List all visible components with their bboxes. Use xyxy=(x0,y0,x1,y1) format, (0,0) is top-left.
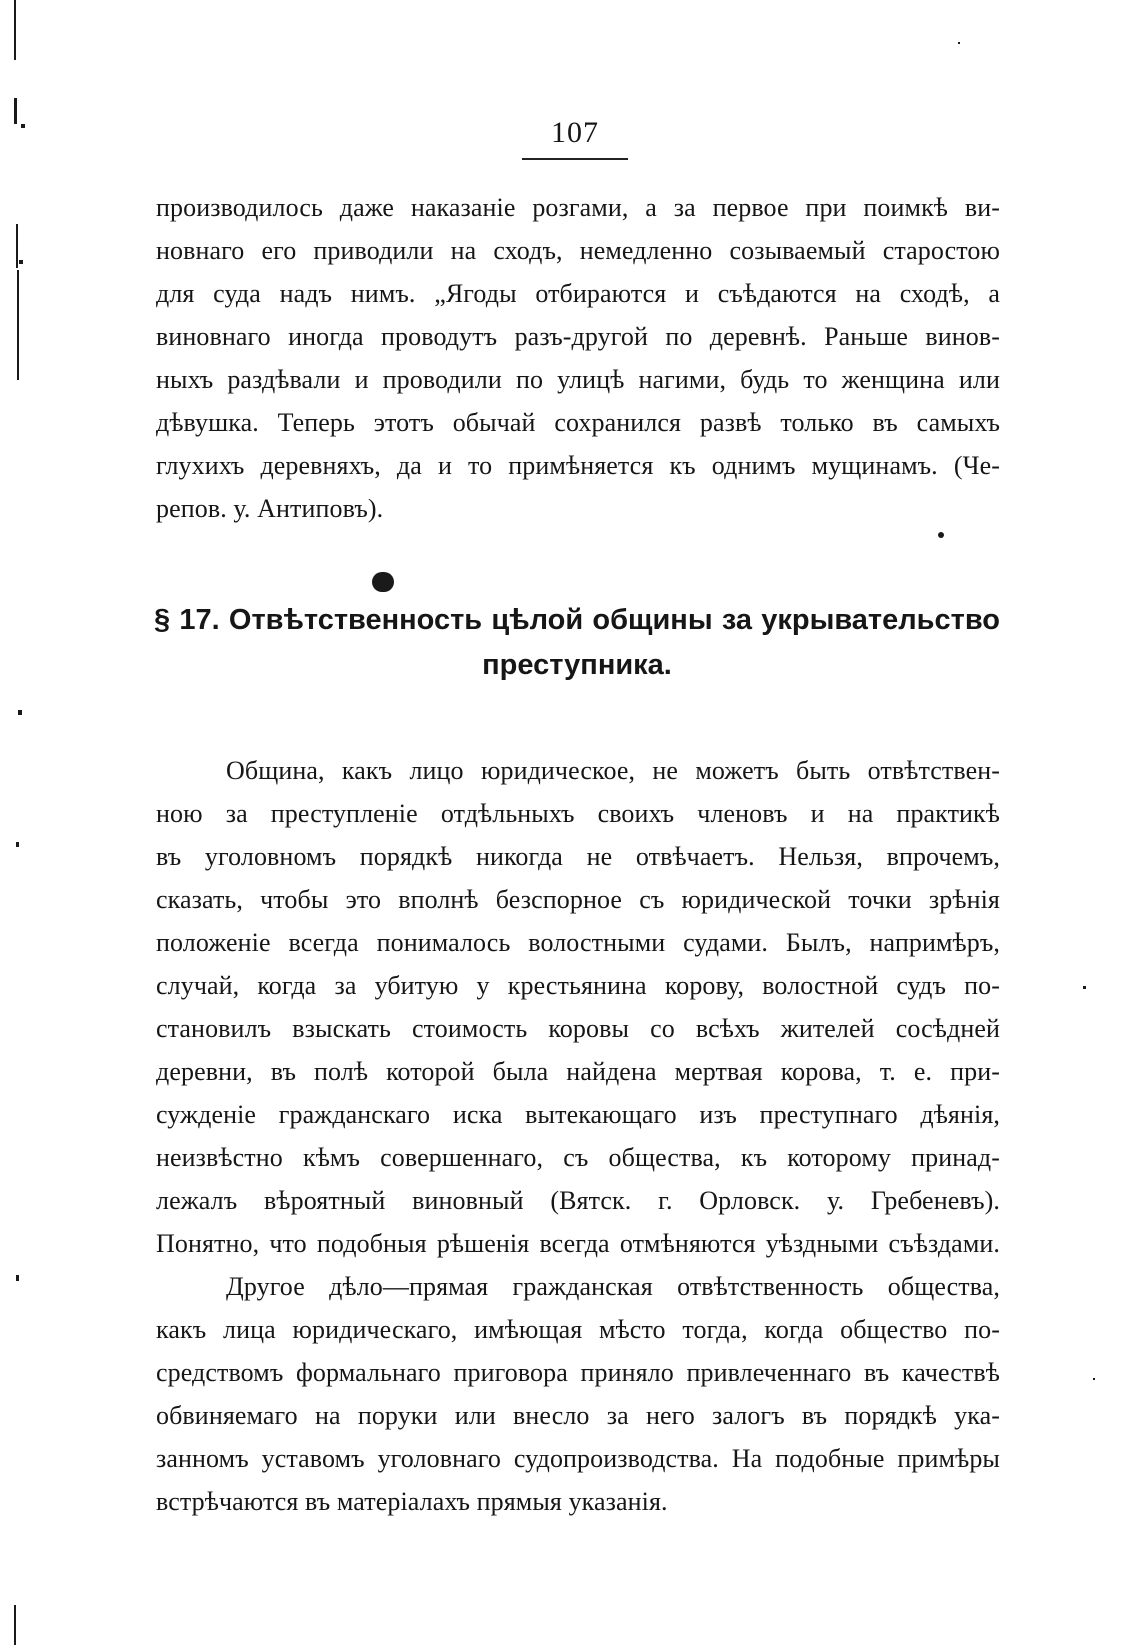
text-line: положеніе всегда понималось волостными судами. Былъ, напримѣръ, xyxy=(156,928,1000,957)
text-line: для суда надъ нимъ. „Ягоды отбираются и съѣдаются на сходѣ, а xyxy=(156,279,1000,308)
scan-margin-line-top xyxy=(14,0,16,60)
page-number: 107 xyxy=(551,116,599,149)
text-line: ною за преступленіе отдѣльныхъ своихъ членовъ и на практикѣ xyxy=(156,799,1000,828)
text-line: встрѣчаются въ матеріалахъ прямыя указанія. xyxy=(156,1487,668,1516)
text-line: сужденіе гражданскаго иска вытекающаго изъ преступнаго дѣянія, xyxy=(156,1100,1000,1129)
page-number-underline xyxy=(522,158,628,160)
scan-margin-dot-2 xyxy=(19,260,23,264)
scan-margin-mark-2 xyxy=(16,224,18,268)
text-line: случай, когда за убитую у крестьянина корову, волостной судъ по- xyxy=(156,971,1000,1000)
text-line: репов. у. Антиповъ). xyxy=(156,494,384,523)
scan-margin-line-bottom xyxy=(14,1605,16,1645)
text-line: дѣвушка. Теперь этотъ обычай сохранился развѣ только въ самыхъ xyxy=(156,408,1000,437)
text-line: лежалъ вѣроятный виновный (Вятск. г. Орловск. у. Гребеневъ). xyxy=(156,1186,1000,1215)
text-line: средствомъ формальнаго приговора приняло привлеченнаго въ качествѣ xyxy=(156,1358,1000,1387)
scan-margin-dot-3 xyxy=(18,710,22,715)
text-line: какъ лица юридическаго, имѣющая мѣсто тогда, когда общество по- xyxy=(156,1315,1000,1344)
text-line: Община, какъ лицо юридическое, не можетъ быть отвѣтствен- xyxy=(226,756,1000,785)
text-line: становилъ взыскать стоимость коровы со всѣхъ жителей сосѣдней xyxy=(156,1014,1000,1043)
scan-speck-right-4 xyxy=(1093,1378,1095,1380)
text-line: ныхъ раздѣвали и проводили по улицѣ нагими, будь то женщина или xyxy=(156,365,1000,394)
section-heading: § 17. Отвѣтственность цѣлой общины за укрывательство xyxy=(154,604,1000,636)
scan-speck-right-2 xyxy=(1083,986,1086,989)
text-line: производилось даже наказаніе розгами, а за первое при поимкѣ ви- xyxy=(156,193,1000,222)
scan-margin-dot-5 xyxy=(16,1275,19,1281)
scan-margin-dot-1 xyxy=(21,124,25,128)
text-line: деревни, въ полѣ которой была найдена мертвая корова, т. е. при- xyxy=(156,1057,1000,1086)
section-heading-continuation: преступника. xyxy=(482,649,672,681)
scan-blot-heading xyxy=(372,572,394,592)
text-line: глухихъ деревняхъ, да и то примѣняется къ однимъ мущинамъ. (Че- xyxy=(156,451,1000,480)
scan-speck-right-1 xyxy=(938,532,944,538)
text-line: Понятно, что подобныя рѣшенія всегда отмѣняются уѣздными съѣздами. xyxy=(156,1229,1000,1258)
text-line: занномъ уставомъ уголовнаго судопроизводства. На подобные примѣры xyxy=(156,1444,1000,1473)
text-line: въ уголовномъ порядкѣ никогда не отвѣчаетъ. Нельзя, впрочемъ, xyxy=(156,842,1000,871)
scan-speck-right-3 xyxy=(958,42,960,44)
scan-margin-mark-1 xyxy=(14,98,17,124)
text-line: виновнаго иногда проводутъ разъ-другой по деревнѣ. Раньше винов- xyxy=(156,322,1000,351)
text-line: обвиняемаго на поруки или внесло за него залогъ въ порядкѣ ука- xyxy=(156,1401,1000,1430)
text-line: сказать, чтобы это вполнѣ безспорное съ юридической точки зрѣнія xyxy=(156,885,1000,914)
text-line: новнаго его приводили на сходъ, немедленно созываемый старостою xyxy=(156,236,1000,265)
text-line: неизвѣстно кѣмъ совершеннаго, съ общества, къ которому принад- xyxy=(156,1143,1000,1172)
scan-margin-line-mid xyxy=(17,270,19,380)
scan-margin-dot-4 xyxy=(16,842,19,847)
text-line: Другое дѣло—прямая гражданская отвѣтственность общества, xyxy=(226,1272,1000,1301)
